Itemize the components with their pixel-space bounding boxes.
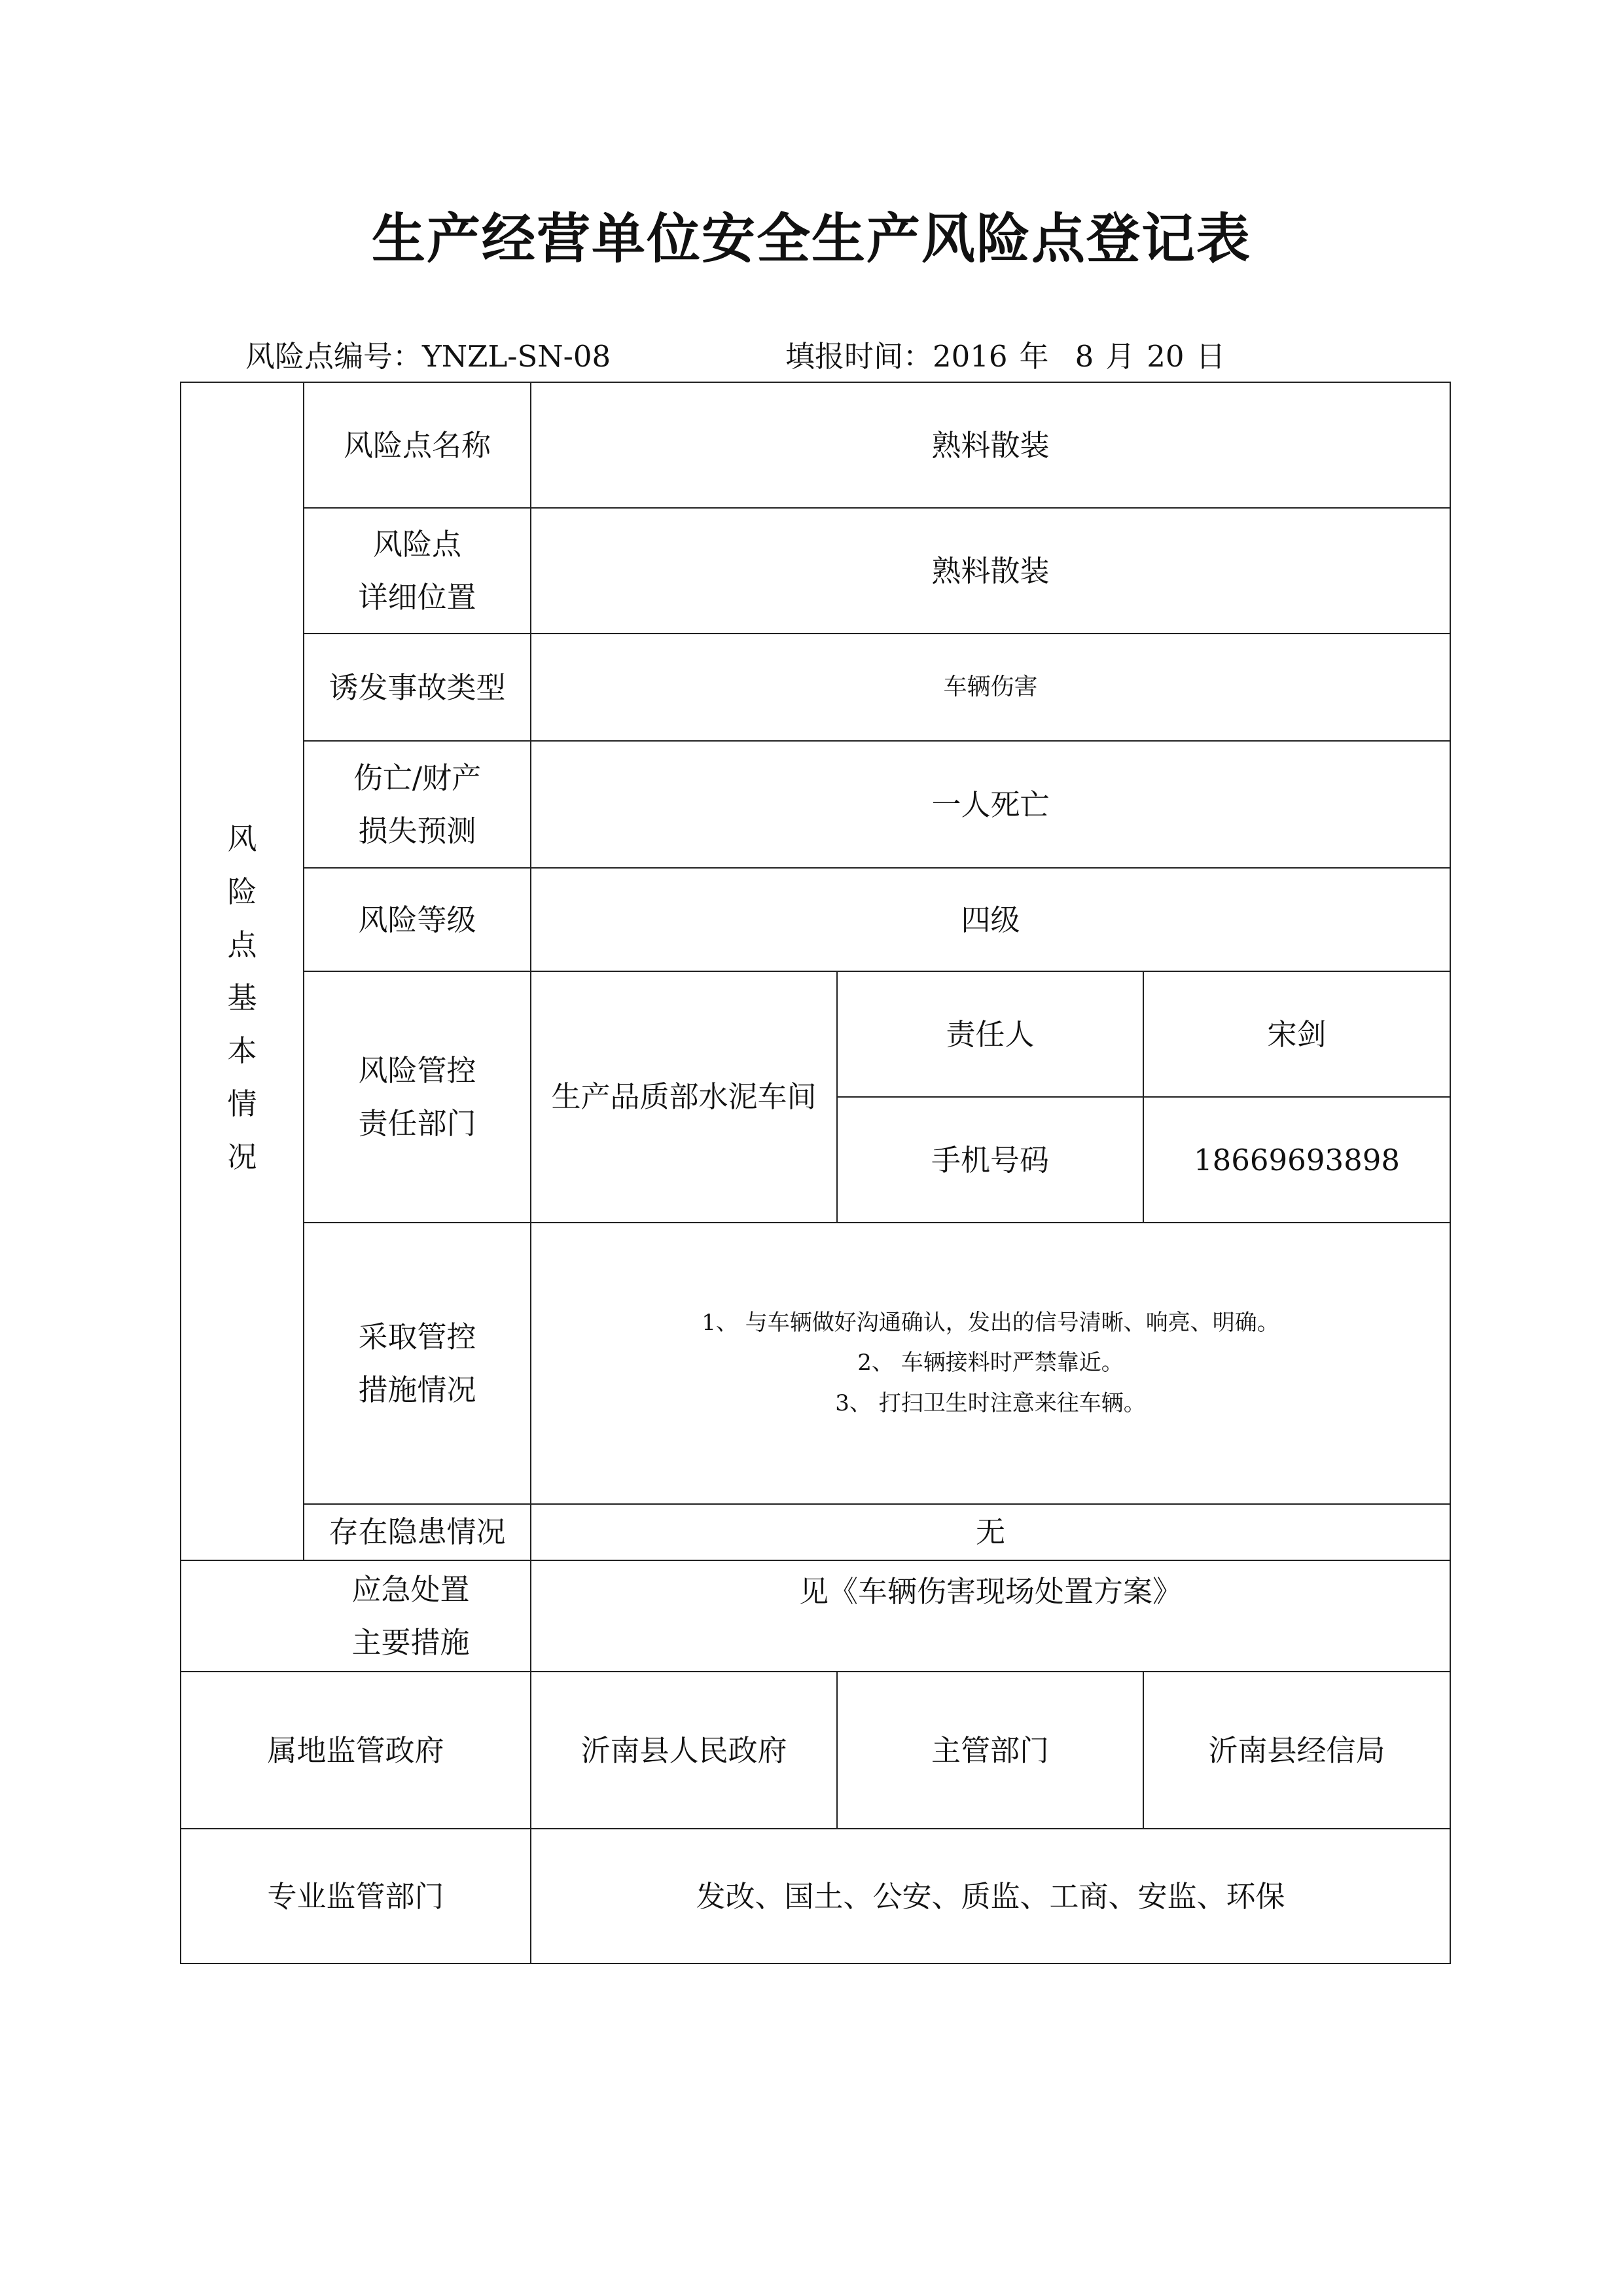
risk-name-value: 熟料散装 — [531, 382, 1450, 508]
emergency-measures-label — [181, 1560, 531, 1672]
responsible-dept-label — [304, 971, 531, 1223]
report-month: 8 — [1075, 339, 1094, 374]
accident-type-value: 车辆伤害 — [531, 634, 1450, 741]
local-government-label: 属地监管政府 — [181, 1672, 531, 1829]
competent-dept-label: 主管部门 — [837, 1672, 1143, 1829]
responsible-dept-value: 生产品质部水泥车间 — [531, 971, 837, 1223]
risk-level-label: 风险等级 — [304, 868, 531, 971]
control-measures-label-line1: 采取管控 — [358, 1319, 476, 1354]
control-measure-item: 2、 车辆接料时严禁靠近。 — [857, 1350, 1124, 1376]
risk-registration-table — [180, 382, 1451, 1964]
emergency-measures-label-line2: 主要措施 — [351, 1625, 470, 1660]
local-government-value: 沂南县人民政府 — [531, 1672, 837, 1829]
responsible-person-label: 责任人 — [837, 971, 1143, 1097]
form-title: 生产经营单位安全生产风险点登记表 — [371, 207, 1251, 270]
risk-code — [245, 332, 611, 375]
report-day: 20 — [1147, 339, 1185, 374]
emergency-plan-value: 见《车辆伤害现场处置方案》 — [531, 1560, 1450, 1672]
control-measures-label — [304, 1223, 531, 1504]
report-month-unit: 月 — [1105, 339, 1135, 374]
responsible-dept-label-line1: 风险管控 — [358, 1053, 476, 1088]
competent-dept-value: 沂南县经信局 — [1143, 1672, 1450, 1829]
loss-forecast-label-line1: 伤亡/财产 — [353, 761, 482, 795]
control-measure-item: 3、 打扫卫生时注意来往车辆。 — [835, 1390, 1146, 1416]
loss-forecast-label — [304, 741, 531, 868]
section-basic-info — [181, 382, 304, 1560]
emergency-measures-label-line1: 应急处置 — [351, 1572, 470, 1607]
report-year: 2016 — [933, 339, 1008, 374]
risk-code-value: YNZL-SN-08 — [422, 339, 611, 374]
risk-code-label: 风险点编号： — [245, 339, 423, 374]
special-supervision-value: 发改、国土、公安、质监、工商、安监、环保 — [531, 1829, 1450, 1964]
control-measures-label-line2: 措施情况 — [358, 1372, 476, 1407]
accident-type-label: 诱发事故类型 — [304, 634, 531, 741]
risk-name-label: 风险点名称 — [304, 382, 531, 508]
risk-level-value: 四级 — [531, 868, 1450, 971]
phone-value: 18669693898 — [1143, 1097, 1450, 1223]
risk-location-label-line1: 风险点 — [372, 527, 461, 562]
control-measure-item: 1、 与车辆做好沟通确认，发出的信号清晰、响亮、明确。 — [702, 1310, 1279, 1336]
risk-location-label-line2: 详细位置 — [358, 580, 476, 615]
risk-location-value: 熟料散装 — [531, 508, 1450, 634]
hidden-hazard-label: 存在隐患情况 — [304, 1504, 531, 1560]
report-date-label: 填报时间： — [785, 339, 933, 374]
phone-label: 手机号码 — [837, 1097, 1143, 1223]
risk-location-label — [304, 508, 531, 634]
report-date — [785, 332, 1226, 375]
responsible-person-value: 宋剑 — [1143, 971, 1450, 1097]
special-supervision-label: 专业监管部门 — [181, 1829, 531, 1964]
section-basic-info-label: 风险点基本情况 — [227, 821, 257, 1174]
loss-forecast-value: 一人死亡 — [531, 741, 1450, 868]
loss-forecast-label-line2: 损失预测 — [358, 814, 476, 848]
hidden-hazard-value: 无 — [531, 1504, 1450, 1560]
responsible-dept-label-line2: 责任部门 — [358, 1106, 476, 1141]
control-measures-list — [531, 1223, 1450, 1504]
report-year-unit: 年 — [1019, 339, 1049, 374]
report-day-unit: 日 — [1196, 339, 1226, 374]
